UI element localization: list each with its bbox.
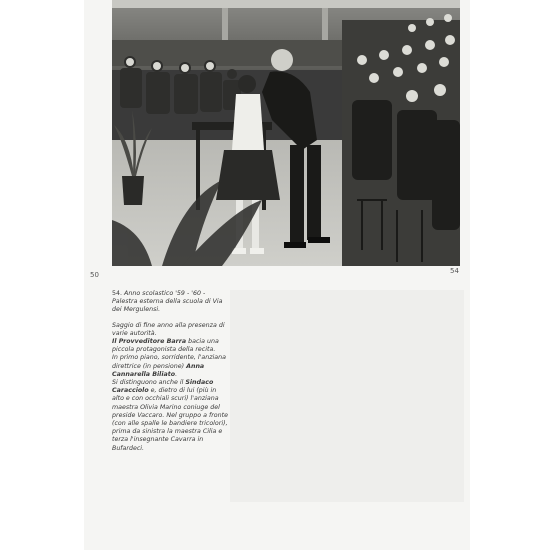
caption-paragraph-2 (112, 338, 230, 354)
caption-p2-rest: bacia una piccola protagonista della recita. (112, 338, 219, 354)
caption-title-line1: Anno scolastico '59 - '60 - (124, 290, 206, 297)
caption-p3-start: In primo piano, sorridente, l'anziana direttrice (in pensione) (112, 354, 226, 370)
caption-title-line2: Palestra esterna della scuola di Via dei Mergulensi. (112, 298, 223, 314)
caption-paragraph-3 (112, 354, 230, 379)
caption-name-direttrice: Anna Cannarella Biliato (112, 362, 205, 378)
caption-paragraph-4 (112, 379, 230, 453)
caption-p4-rest: e, dietro di lui (più in alto e con occhiali scuri) l'anziana maestra Olivia Marino coniuge del preside Vaccaro. Nel gruppo a fronte (con alle spalle le bandiere tricolori), prima da sinistra la maestra Cilia e terza l'insegnante Cavarra in Bufardeci. (112, 387, 228, 452)
historical-photo (112, 0, 460, 266)
caption-name-provveditore: Il Provveditore Barra (112, 338, 187, 346)
shaded-panel (230, 290, 464, 502)
page-number: 50 (90, 271, 99, 279)
photo-caption (112, 290, 230, 453)
caption-heading (112, 290, 230, 315)
caption-paragraph-1: Saggio di fine anno alla presenza di varie autorità. (112, 321, 225, 337)
caption-p4-start: Si distinguono anche il (112, 379, 186, 387)
caption-p3-end: . (175, 370, 178, 378)
caption-number: 54. (112, 290, 123, 297)
photo-number: 54 (450, 267, 459, 275)
caption-name-sindaco: Sindaco Caracciolo (112, 379, 214, 395)
